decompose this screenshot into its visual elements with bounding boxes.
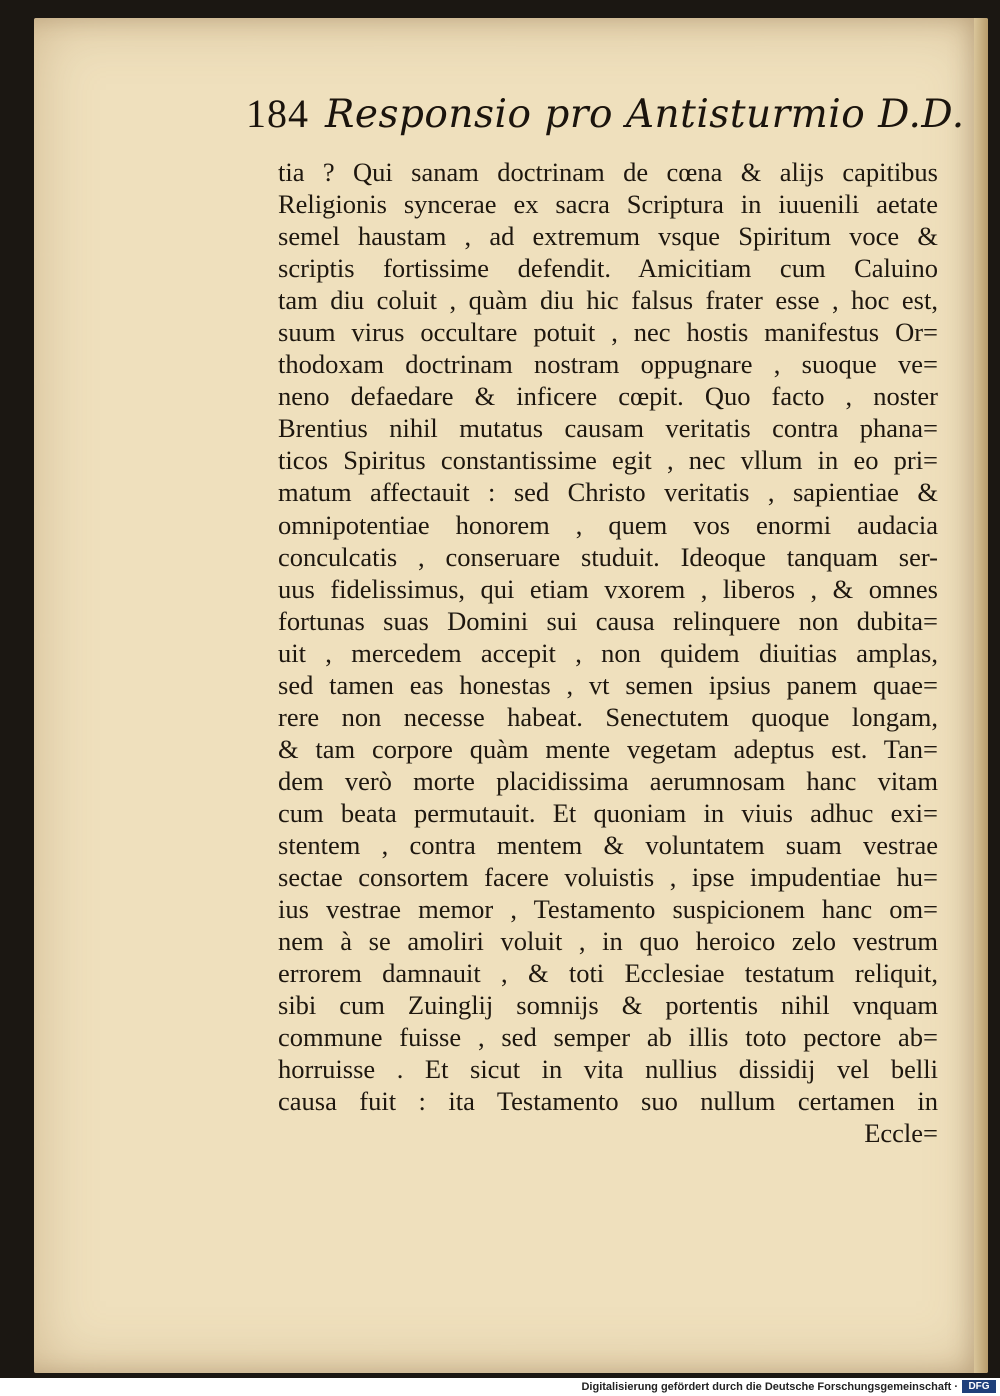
text-line: matum affectauit : sed Christo veritatis , sapientiae & [278, 477, 938, 508]
text-line: dem verò morte placidissima aerumnosam hanc vitam [278, 765, 938, 796]
text-line: commune fuisse , sed semper ab illis toto pectore ab= [278, 1022, 938, 1053]
text-line: semel haustam , ad extremum vsque Spiritum voce & [278, 221, 938, 252]
dfg-logo: DFG [962, 1380, 996, 1393]
text-line: tia ? Qui sanam doctrinam de cœna & alijs capitibus [278, 157, 938, 187]
text-line: sed tamen eas honestas , vt semen ipsius panem quae= [278, 669, 938, 700]
text-line: & tam corpore quàm mente vegetam adeptus est. Tan= [278, 733, 938, 764]
catchword: Eccle= [864, 1118, 938, 1149]
text-line: rere non necesse habeat. Senectutem quoque longam, [278, 701, 938, 732]
text-line: stentem , contra mentem & voluntatem suam vestrae [278, 829, 938, 860]
text-line: sectae consortem facere voluistis , ipse impudentiae hu= [278, 862, 938, 893]
text-line: fortunas suas Domini sui causa relinquere non dubita= [278, 605, 938, 636]
text-line: errorem damnauit , & toti Ecclesiae testatum reliquit, [278, 958, 938, 989]
footer-bar [0, 1378, 1000, 1396]
running-head [246, 90, 965, 146]
page-edge [974, 18, 988, 1373]
text-line: cum beata permutauit. Et quoniam in viuis adhuc exi= [278, 797, 938, 828]
text-line: nem à se amoliri voluit , in quo heroico zelo vestrum [278, 926, 938, 957]
text-line: Brentius nihil mutatus causam veritatis contra phana= [278, 413, 938, 444]
text-line: sibi cum Zuinglij somnijs & portentis nihil vnquam [278, 990, 938, 1021]
text-line: neno defaedare & inficere cœpit. Quo facto , noster [278, 381, 938, 412]
text-line: uit , mercedem accepit , non quidem diuitias amplas, [278, 637, 938, 668]
text-line: scriptis fortissime defendit. Amicitiam cum Caluino [278, 253, 938, 284]
funding-credit: Digitalisierung gefördert durch die Deutsche Forschungsgemeinschaft · [581, 1381, 958, 1393]
page-number: 184 [246, 91, 309, 136]
body-text [278, 156, 938, 1149]
running-head-title: Responsio pro Antisturmio D.D. [325, 92, 965, 137]
text-line: thodoxam doctrinam nostram oppugnare , suoque ve= [278, 349, 938, 380]
text-line: horruisse . Et sicut in vita nullius dissidij vel belli [278, 1054, 938, 1085]
text-line: tam diu coluit , quàm diu hic falsus frater esse , hoc est, [278, 285, 938, 316]
text-line: causa fuit : ita Testamento suo nullum certamen in [278, 1086, 938, 1117]
text-line: ius vestrae memor , Testamento suspicionem hanc om= [278, 894, 938, 925]
text-line: Religionis syncerae ex sacra Scriptura in iuuenili aetate [278, 189, 938, 220]
text-line: conculcatis , conseruare studuit. Ideoque tanquam ser- [278, 541, 938, 572]
text-line: suum virus occultare potuit , nec hostis manifestus Or= [278, 317, 938, 348]
text-line: omnipotentiae honorem , quem vos enormi audacia [278, 509, 938, 540]
text-line: uus fidelissimus, qui etiam vxorem , liberos , & omnes [278, 573, 938, 604]
text-line: ticos Spiritus constantissime egit , nec vllum in eo pri= [278, 445, 938, 476]
